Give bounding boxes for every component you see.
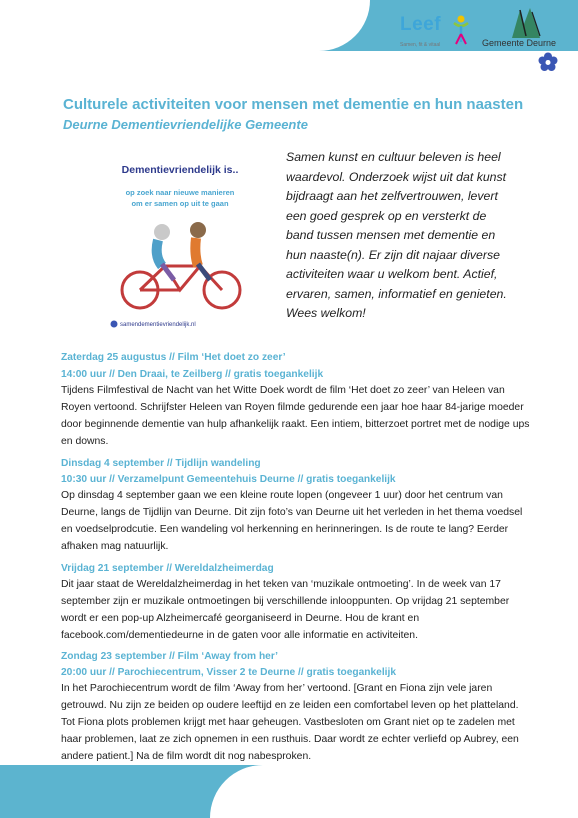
leef-logo-tagline: Samen, fit & vitaal (400, 42, 441, 48)
leef-logo-word: Leef (400, 14, 442, 35)
event-1-details: 14:00 uur // Den Draai, te Zeilberg // gratis toegankelijk (61, 369, 324, 380)
tandem-bicycle-illustration (110, 216, 252, 320)
bottom-band-curve (210, 765, 578, 818)
promo-slogan-line2: om er samen op uit te gaan (131, 199, 229, 208)
gemeente-name: Gemeente Deurne (482, 38, 557, 48)
event-4-details: 20:00 uur // Parochiecentrum, Visser 2 te Deurne // gratis toegankelijk (61, 667, 396, 678)
gemeente-crest-icon (506, 6, 546, 40)
forget-me-not-icon (538, 52, 558, 72)
event-3-heading: Vrijdag 21 september // Wereldalzheimerdag (61, 563, 274, 574)
leef-figure-icon (450, 14, 472, 46)
promo-heading: Dementievriendelijk is.. (121, 164, 239, 176)
event-2-heading: Dinsdag 4 september // Tijdlijn wandeling (61, 458, 261, 469)
event-4-heading: Zondag 23 september // Film ‘Away from her’ (61, 651, 279, 662)
dementievriendelijk-promo (92, 150, 268, 338)
event-3-body: Dit jaar staat de Wereldalzheimerdag in het teken van ‘muzikale ontmoeting’. In de week van 17 september zijn er muzikale ontmoetingen bij verschillende inlooppunten. Op vrijdag 21 september wordt er een pop-up Alzheimercafé georganiseerd in Deurne. Hou de krant en facebook.com/dementiedeurne in de gaten voor alle informatie en activiteiten. (61, 579, 510, 641)
page-subtitle: Deurne Dementievriendelijke Gemeente (63, 117, 308, 132)
top-band-curve (0, 0, 370, 51)
event-1-body: Tijdens Filmfestival de Nacht van het Witte Doek wordt de film ‘Het doet zo zeer’ van Heleen van Royen vertoond. Schrijfster Heleen van Royen filmde gedurende een jaar hoe haar 84-jarige moeder door beginnende dementie van hulp afhankelijk raakt. Een intiem, bitterzoet portret met de nodige ups en downs. (61, 385, 530, 447)
page-title: Culturele activiteiten voor mensen met dementie en hun naasten (63, 96, 524, 113)
event-4-body: In het Parochiecentrum wordt de film ‘Away from her’ vertoond. [Grant en Fiona zijn vele jaren getrouwd. Nu zijn ze beiden op oudere leeftijd en ze leiden een comfortabel leven op het platteland. Tot Fiona plots problemen krijgt met haar geheugen. Vastbesloten om Grant niet op te zadelen met haar problemen, laat ze zich opnemen in een rusthuis. Daar wordt ze echter verliefd op Aubrey, een andere patient.] Na de film wordt dit nog nabesproken. (61, 683, 519, 762)
intro-paragraph: Samen kunst en cultuur beleven is heel waardevol. Onderzoek wijst uit dat kunst bijdraagt aan het zelfvertrouwen, levert een goed gesprek op en versterkt de band tussen mensen met dementie en hun naaste(n). Er zijn dit najaar diverse activiteiten waar u welkom bent. Actief, ervaren, samen, informatief en genieten. Wees welkom! (286, 150, 507, 320)
event-2-details: 10:30 uur // Verzamelpunt Gemeentehuis Deurne // gratis toegankelijk (61, 474, 396, 485)
samen-logo-icon (110, 320, 118, 328)
promo-slogan-line1: op zoek naar nieuwe manieren (125, 188, 235, 197)
event-2-body: Op dinsdag 4 september gaan we een kleine route lopen (ongeveer 1 uur) door het centrum van Deurne, langs de Tijdlijn van Deurne. Dit zijn foto’s van Deurne uit het verleden in het thema voedsel en voedselprodcutie. Een wandeling vol herkenning en herinneringen. Is de route te lang? Eerder afhaken mag natuurlijk. (61, 490, 523, 552)
leef-logo (400, 14, 470, 54)
promo-slogan (92, 187, 268, 209)
promo-website: samendementievriendelijk.nl (120, 322, 196, 328)
gemeente-deurne-logo (480, 6, 568, 76)
event-1-heading: Zaterdag 25 augustus // Film ‘Het doet zo zeer’ (61, 352, 286, 363)
